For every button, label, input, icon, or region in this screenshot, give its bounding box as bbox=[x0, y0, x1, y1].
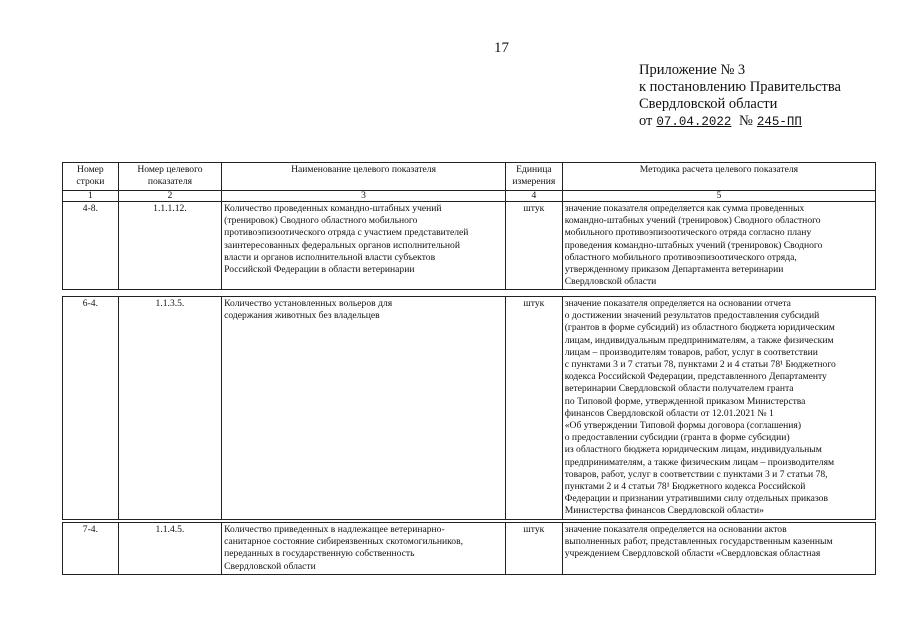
method-text: значение показателя определяется на основании отчета о достижении значений результатов предоставления субсидий (грантов в форме субсидий) из областного бюджета юридическим лицам, индивидуальным предпринимателям, а также физическим лицам – производителям товаров, работ, услуг в соответствии с пунктами 3 и 7 статьи 78, пунктами 2 и 4 статьи 78¹ Бюджетного кодекса Российской Федерации, представленного Департаменту ветеринарии Свердловской области получателем гранта по Типовой форме, утвержденной приказом Министерства финансов Свердловской области от 12.01.2021 № 1 «Об утверждении Типовой формы договора (соглашения) о предоставлении субсидии (гранта в форме субсидии) из областного бюджета юридическим лицам, индивидуальным предпринимателям, а также физическим лицам – производителям товаров, работ, услуг в соответствии с пунктами 3 и 7 статьи 78, пунктами 2 и 4 статьи 78¹ Бюджетного кодекса Российской Федерации и признании утратившими силу отдельных приказов Министерства финансов Свердловской области» bbox=[562, 297, 875, 520]
header-method: Методика расчета целевого показателя bbox=[562, 163, 875, 191]
resolution-number: 245-ПП bbox=[756, 115, 802, 129]
target-code: 1.1.3.5. bbox=[118, 297, 221, 520]
header-name: Наименование целевого показателя bbox=[222, 163, 506, 191]
table-header-row bbox=[63, 163, 876, 191]
header-unit: Единица измерения bbox=[505, 163, 562, 191]
table-row bbox=[63, 297, 876, 520]
indicators-table-part-2 bbox=[62, 296, 876, 520]
column-number: 3 bbox=[222, 191, 506, 202]
target-name: Количество проведенных командно-штабных учений (тренировок) Сводного областного мобильного противоэпизоотического отряда с участием представителей заинтересованных федеральных органов исполнительной власти и органов исполнительной власти субъектов Российской Федерации в области ветеринарии bbox=[222, 202, 506, 290]
appendix-header bbox=[639, 62, 841, 131]
column-number: 5 bbox=[562, 191, 875, 202]
target-code: 1.1.1.12. bbox=[118, 202, 221, 290]
target-code: 1.1.4.5. bbox=[118, 523, 221, 575]
method-text: значение показателя определяется как сумма проведенных командно-штабных учений (тренировок) Сводного областного мобильного противоэпизоотического отряда согласно плану проведения командно-штабных учений (тренировок) Сводного областного мобильного противоэпизоотического отряда, утвержденному приказом Департамента ветеринарии Свердловской области bbox=[562, 202, 875, 290]
table-row bbox=[63, 202, 876, 290]
unit: штук bbox=[505, 523, 562, 575]
column-number: 2 bbox=[118, 191, 221, 202]
table-row bbox=[63, 523, 876, 575]
column-number: 1 bbox=[63, 191, 119, 202]
column-numbers-row bbox=[63, 191, 876, 202]
page-number: 17 bbox=[494, 40, 509, 56]
header-target-number: Номер целевого показателя bbox=[118, 163, 221, 191]
method-text: значение показателя определяется на основании актов выполненных работ, представленных государственным казенным учреждением Свердловской области «Свердловская областная bbox=[562, 523, 875, 575]
row-number: 7-4. bbox=[63, 523, 119, 575]
appendix-region: Свердловской области bbox=[639, 96, 778, 112]
unit: штук bbox=[505, 202, 562, 290]
target-name: Количество установленных вольеров для содержания животных без владельцев bbox=[222, 297, 506, 520]
indicators-table-part-3 bbox=[62, 522, 876, 575]
from-label: от bbox=[639, 113, 653, 129]
appendix-date-line bbox=[639, 113, 841, 131]
unit: штук bbox=[505, 297, 562, 520]
target-name: Количество приведенных в надлежащее ветеринарно- санитарное состояние сибиреязвенных скотомогильников, переданных в государственную собственность Свердловской области bbox=[222, 523, 506, 575]
number-label: № bbox=[739, 113, 753, 129]
row-number: 4-8. bbox=[63, 202, 119, 290]
appendix-resolution: к постановлению Правительства bbox=[639, 79, 841, 95]
resolution-date: 07.04.2022 bbox=[656, 115, 732, 129]
row-number: 6-4. bbox=[63, 297, 119, 520]
header-row-number: Номер строки bbox=[63, 163, 119, 191]
column-number: 4 bbox=[505, 191, 562, 202]
appendix-title: Приложение № 3 bbox=[639, 62, 746, 78]
indicators-table-part-1 bbox=[62, 162, 876, 290]
